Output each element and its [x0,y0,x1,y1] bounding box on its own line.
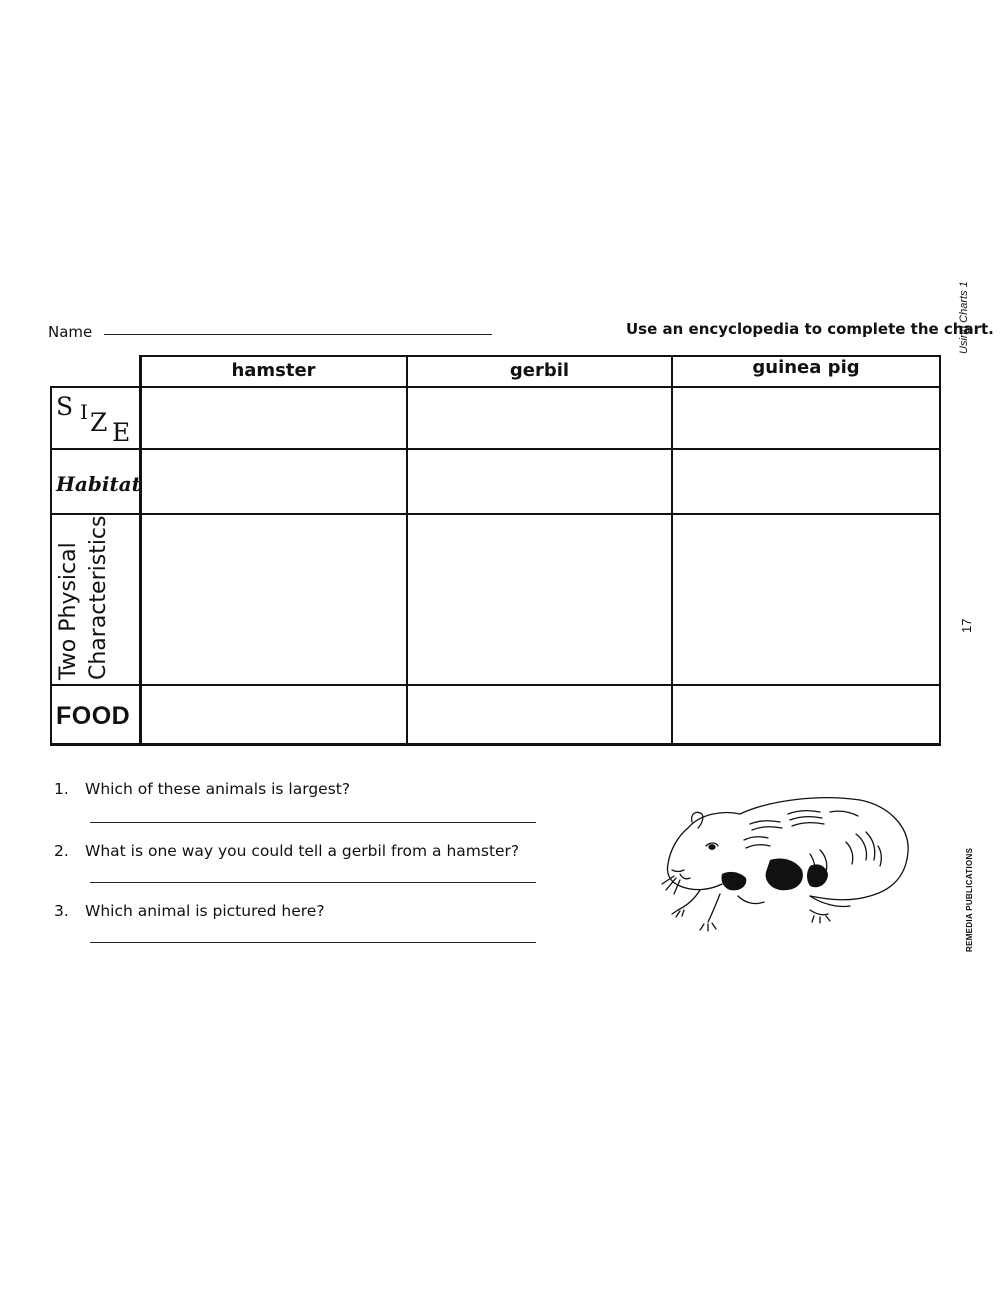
column-header-gerbil: gerbil [509,360,570,381]
guinea-pig-drawing-icon [660,790,915,935]
row-label-food: FOOD [56,702,131,730]
publisher-name: REMEDIA PUBLICATIONS [965,847,974,952]
cell-size-gerbil[interactable] [409,389,670,447]
cell-size-guinea-pig[interactable] [674,389,938,447]
column-header-guinea-pig: guinea pig [752,357,860,378]
cell-habitat-guinea-pig[interactable] [674,451,938,512]
instruction-text: Use an encyclopedia to complete the chart. [626,320,994,338]
question-2: 2. What is one way you could tell a gerbil from a hamster? [54,842,520,860]
answer-line-3[interactable] [90,942,536,943]
cell-food-gerbil[interactable] [409,687,670,742]
column-header-hamster: hamster [231,360,316,381]
cell-physical-gerbil[interactable] [409,516,670,683]
question-3: 3. Which animal is pictured here? [54,902,325,920]
page-number: 17 [959,618,974,633]
cell-physical-guinea-pig[interactable] [674,516,938,683]
answer-line-1[interactable] [90,822,536,823]
row-label-habitat: Habitat [56,472,141,496]
cell-physical-hamster[interactable] [142,516,405,683]
cell-habitat-gerbil[interactable] [409,451,670,512]
cell-food-hamster[interactable] [142,687,405,742]
cell-size-hamster[interactable] [142,389,405,447]
row-label-size: S I Z E [56,392,131,447]
cell-food-guinea-pig[interactable] [674,687,938,742]
name-field[interactable] [104,334,492,335]
row-label-physical-characteristics: Two Physical Characteristics [56,515,111,680]
side-title: Using Charts 1 [958,281,970,354]
question-1: 1. Which of these animals is largest? [54,780,351,798]
name-label: Name [48,323,93,341]
cell-habitat-hamster[interactable] [142,451,405,512]
answer-line-2[interactable] [90,882,536,883]
